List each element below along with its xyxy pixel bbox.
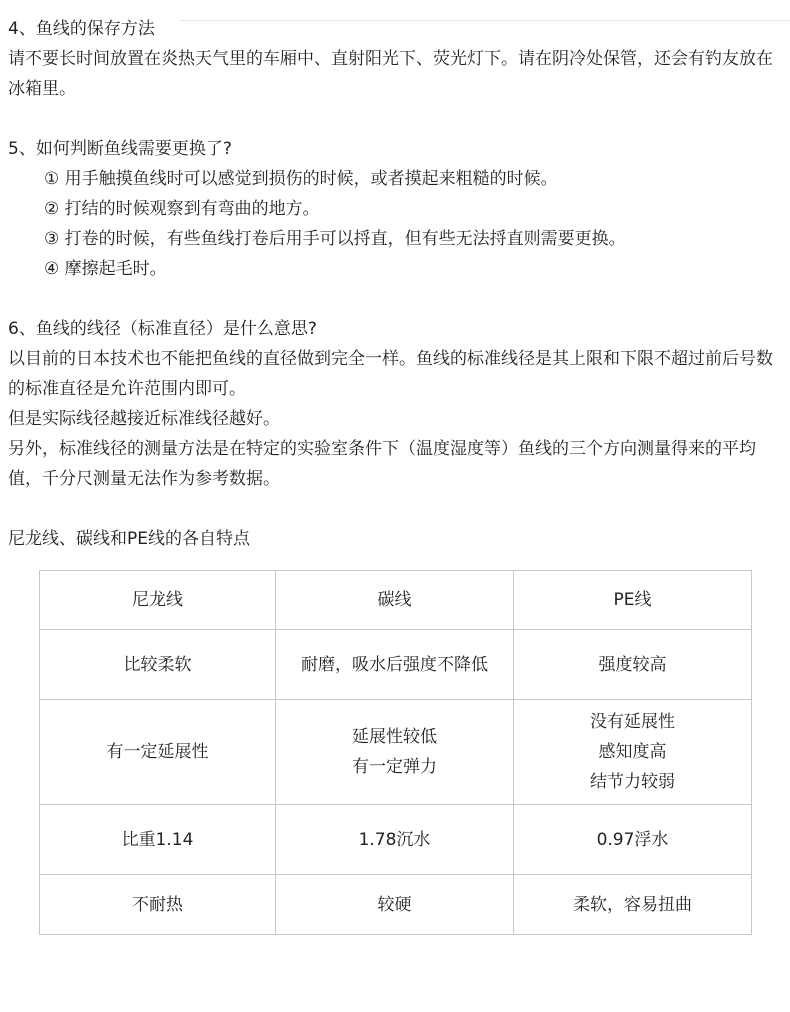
cell-text: 有一定弹力 <box>352 757 437 777</box>
spacer <box>8 284 783 314</box>
section5-item-4: ④ 摩擦起毛时。 <box>44 259 167 279</box>
comparison-heading: 尼龙线、碳线和PE线的各自特点 <box>8 529 250 549</box>
cell-text: 结节力较弱 <box>590 772 675 792</box>
cell-text: 0.97浮水 <box>596 829 669 850</box>
cell-text: 有一定延展性 <box>106 742 209 762</box>
section5-item-3: ③ 打卷的时候，有些鱼线打卷后用手可以捋直，但有些无法捋直则需要更换。 <box>44 229 626 249</box>
spacer <box>8 494 783 524</box>
table-cell <box>40 805 276 875</box>
table-row <box>40 700 752 805</box>
table-header-row <box>40 571 752 630</box>
comparison-table-wrapper <box>39 570 751 935</box>
table-row <box>40 805 752 875</box>
table-cell <box>514 700 752 805</box>
article-body <box>8 14 783 554</box>
section5-item-1: ① 用手触摸鱼线时可以感觉到损伤的时候，或者摸起来粗糙的时候。 <box>44 169 558 189</box>
table-cell <box>40 700 276 805</box>
cell-text: 柔软，容易扭曲 <box>573 894 692 915</box>
cell-text: 1.78沉水 <box>358 829 431 850</box>
cell-text: 延展性较低 <box>352 727 437 747</box>
cell-text: 较硬 <box>377 894 412 915</box>
spacer <box>8 104 783 134</box>
table-cell <box>276 700 514 805</box>
cell-text: 不耐热 <box>132 894 183 915</box>
section4-body: 请不要长时间放置在炎热天气里的车厢中、直射阳光下、荧光灯下。请在阴冷处保管，还会有钓友放在冰箱里。 <box>8 49 773 99</box>
section6-paragraph-3: 另外，标准线径的测量方法是在特定的实验室条件下（温度湿度等）鱼线的三个方向测量得来的平均值，千分尺测量无法作为参考数据。 <box>8 439 756 489</box>
table-cell <box>40 875 276 935</box>
table-row <box>40 875 752 935</box>
column-header-pe: PE线 <box>514 571 752 630</box>
table-cell <box>276 875 514 935</box>
cell-text: 感知度高 <box>598 742 667 762</box>
section5-heading: 5、如何判断鱼线需要更换了? <box>8 139 232 159</box>
cell-text: 强度较高 <box>598 654 667 675</box>
section6-heading: 6、鱼线的线径（标准直径）是什么意思? <box>8 319 317 339</box>
column-header-carbon: 碳线 <box>276 571 514 630</box>
cell-text: 耐磨，吸水后强度不降低 <box>301 654 488 675</box>
table-row <box>40 630 752 700</box>
table-cell <box>514 805 752 875</box>
section6-paragraph-1: 以目前的日本技术也不能把鱼线的直径做到完全一样。鱼线的标准线径是其上限和下限不超过前后号数的标准直径是允许范围内即可。 <box>8 349 773 399</box>
cell-text: 比重1.14 <box>121 829 194 850</box>
table-cell <box>514 630 752 700</box>
table-cell <box>276 805 514 875</box>
section4-heading: 4、鱼线的保存方法 <box>8 19 155 39</box>
table-cell <box>276 630 514 700</box>
section5-item-2: ② 打结的时候观察到有弯曲的地方。 <box>44 199 320 219</box>
comparison-table <box>39 570 752 935</box>
table-cell <box>514 875 752 935</box>
cell-text: 没有延展性 <box>590 712 675 732</box>
cell-text: 比较柔软 <box>123 654 192 675</box>
column-header-nylon: 尼龙线 <box>40 571 276 630</box>
table-cell <box>40 630 276 700</box>
section6-paragraph-2: 但是实际线径越接近标准线径越好。 <box>8 409 280 429</box>
